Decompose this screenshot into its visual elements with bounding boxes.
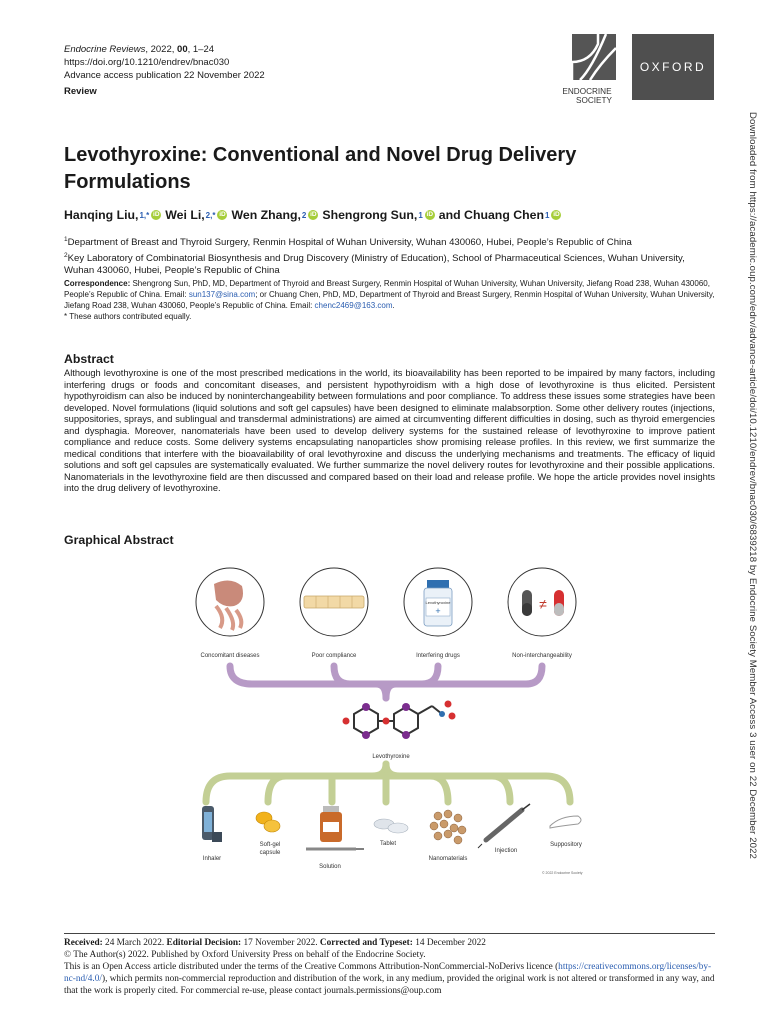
- bottom-label: capsule: [259, 850, 281, 856]
- injection-icon: [478, 804, 530, 848]
- graphical-abstract-figure: [186, 566, 596, 882]
- author-name[interactable]: Shengrong Sun,: [322, 208, 418, 222]
- article-title: Levothyroxine: Conventional and Novel Drug Delivery Formulations: [64, 144, 577, 193]
- orcid-icon[interactable]: iD: [153, 211, 160, 218]
- bottom-label: Solution: [319, 864, 341, 870]
- license-link[interactable]: https://creativecommons.org/licenses/by-nc-nd/4.0/: [64, 962, 712, 984]
- suppository-icon: [550, 816, 581, 828]
- article-footer: Received: 24 March 2022. Editorial Decision: 17 November 2022. Corrected and Typeset: 14 December 2022 © The Author(s) 2022. Published by Oxford University Press on behalf of the Endocrine Society. This is an Open Access article distributed under the terms of the Creative Commons Attribution-NonCommercial-NoDerivs licence (https://creativecommons.org/licenses/by-nc-nd/4.0/), which permits non-commercial reproduction and distribution of the work, in any medium, provided the original work is not altered or transformed in any way, and that the work is properly cited. For commercial re-use, please contact journals.permissions@oup.com: [64, 938, 715, 996]
- correspondence: Correspondence: Shengrong Sun, PhD, MD, Department of Thyroid and Breast Surgery, Renmin Hospital of Wuhan University, Wuhan University, Jiefang Road 238, Wuhan 430060, People’s Republic of China. Email: sun137@sina.com; or Chuang Chen, PhD, MD, Department of Thyroid and Breast Surgery, Renmin Hospital of Wuhan University, Wuhan University, Jiefang Road 238, Wuhan 430060, People’s Republic of China. Email: chenc2469@163.com. * These authors contributed equally.: [64, 279, 715, 321]
- affiliation: $^2$Key Laboratory of Combinatorial Biosynthesis and Drug Discovery (Ministry of Education), School of Pharmaceutical Sciences, Wuhan University, Wuhan 430060, Hubei, People’s Republic of China: [64, 251, 685, 277]
- top-label: Concomitant diseases: [200, 653, 260, 659]
- svg-text:≠: ≠: [539, 596, 547, 612]
- solution-bottle-icon: [306, 806, 364, 849]
- levothyroxine-molecule: [343, 701, 456, 740]
- email-link[interactable]: chenc2469@163.com: [314, 301, 393, 310]
- abstract-text: Although levothyroxine is one of the most prescribed medications in the world, its bioavailability has been reported to be impaired by many factors, including interfering drugs or foods and concomitant diseases, and persistent hypothyroidism with a high dose of levothyroxine is thus elicited. Persistent hypothyroidism can also be induced by noninterchangeability between formulations and poor compliance. To address these issues some strategies have been developed. Novel formulations (liquid solutions and soft gel capsules) have been designed to eliminate malabsorption. Some other delivery routes (injections, suppositories, sprays, and sublingual and transdermal administrations) are aimed at circumventing different difficulties in dosing, such as thyroid emergencies and dysphagia. Moreover, nanomaterials have been used to develop delivery systems for the sustained release of levothyroxine to improve patient compliance and reduce costs. Some delivery systems encapsulating nanoparticles show promising release profiles. In this review, we first summarize the medical conditions that interfere with the bioavailability of oral levothyroxine and discuss the underlying mechanisms and treatments. The efficacy of liquid solutions and soft gel capsules are systematically evaluated. We further summarize the novel delivery routes for levothyroxine and their possible applications. Nanomaterials in the levothyroxine field are then discussed and compared based on their load and release profile. We hope the article provides novel insights into the drug delivery of levothyroxine.: [64, 368, 715, 493]
- logo-text-1: ENDOCRINE: [562, 87, 612, 96]
- orcid-icon[interactable]: iD: [426, 211, 434, 218]
- bottle-label: Levothyroxine: [425, 600, 451, 605]
- affiliation: $^1$Department of Breast and Thyroid Surgery, Renmin Hospital of Wuhan University, Wuhan 430060, Hubei, People’s Republic of China: [64, 236, 632, 249]
- logo-text-2: SOCIETY: [576, 96, 612, 105]
- citation-year: , 2022,: [145, 44, 178, 55]
- top-bracket: [230, 666, 542, 698]
- pages: , 1–24: [187, 44, 215, 55]
- orcid-icon[interactable]: iD: [553, 211, 560, 218]
- figure-copyright: © 2022 Endocrine Society: [542, 871, 583, 875]
- copyright-line: © The Author(s) 2022. Published by Oxford University Press on behalf of the Endocrine Society.: [64, 950, 426, 960]
- bottom-bracket: [206, 764, 570, 802]
- article-type: Review: [64, 86, 97, 97]
- orcid-icon[interactable]: iD: [310, 211, 317, 218]
- author-name[interactable]: Wen Zhang,: [231, 208, 301, 222]
- interfering-drugs-circle: [404, 568, 472, 636]
- author-list: Hanqing Liu, 1,* iD Wei Li, 2,* iD Wen Zhang, 2 iD Shengrong Sun, 1 iD and Chuang Chen 1 iD: [64, 208, 560, 222]
- concomitant-diseases-circle: [196, 568, 264, 636]
- non-interchangeability-circle: [508, 568, 576, 636]
- tablet-icon: [374, 819, 408, 833]
- abstract-heading: Abstract: [64, 352, 114, 366]
- bottom-label: Soft-gel: [259, 842, 281, 848]
- author-name[interactable]: and Chuang Chen: [438, 208, 544, 222]
- orcid-icon[interactable]: iD: [219, 211, 226, 218]
- svg-text:+: +: [435, 606, 441, 616]
- bottom-label: Inhaler: [202, 856, 222, 862]
- email-link[interactable]: sun137@sina.com: [188, 290, 256, 299]
- graphical-abstract-heading: Graphical Abstract: [64, 533, 174, 547]
- soft-gel-capsule-icon: [256, 812, 280, 832]
- access-date: Advance access publication 22 November 2022: [64, 70, 265, 81]
- endocrine-society-logo: [556, 34, 618, 116]
- inhaler-icon: [202, 806, 222, 842]
- journal-header: [64, 43, 265, 98]
- download-notice: Downloaded from https://academic.oup.com/edrv/advance-article/doi/10.1210/endrev/bnac030/6839218 by Endocrine Society Member Access 3 user on 22 December 2022: [747, 112, 758, 859]
- bottom-label: Nanomaterials: [428, 856, 468, 862]
- bottom-label: Injection: [494, 848, 518, 854]
- pill-organizer-icon: [304, 596, 364, 608]
- volume: 00: [177, 44, 188, 55]
- bottom-label: Tablet: [379, 841, 397, 847]
- bottle-cap-icon: [427, 580, 449, 588]
- footer-divider: [64, 933, 715, 934]
- poor-compliance-circle: [300, 568, 368, 636]
- molecule-label: Levothyroxine: [372, 754, 410, 760]
- doi-link[interactable]: https://doi.org/10.1210/endrev/bnac030: [64, 57, 230, 68]
- license-text: This is an Open Access article distributed under the terms of the Creative Commons Attribution-NonCommercial-NoDerivs licence (https://creativecommons.org/licenses/by-nc-nd/4.0/), which permits non-commercial reproduction and distribution of the work, in any medium, provided the original work is not altered or transformed in any way, and that the work is properly cited. For commercial re-use, please contact journals.permissions@oup.com: [64, 962, 715, 996]
- top-label: Poor compliance: [311, 653, 357, 659]
- oxford-logo: OXFORD: [632, 34, 714, 100]
- nanomaterials-icon: [430, 810, 466, 844]
- author-name[interactable]: Hanqing Liu,: [64, 208, 139, 222]
- top-label: Non-interchangeability: [512, 653, 572, 659]
- author-name[interactable]: Wei Li,: [165, 208, 205, 222]
- affiliations: [64, 234, 704, 278]
- journal-name: Endocrine Reviews: [64, 44, 146, 55]
- top-label: Interfering drugs: [416, 653, 460, 659]
- bottom-label: Suppository: [550, 842, 582, 848]
- equal-contribution-note: * These authors contributed equally.: [64, 312, 192, 321]
